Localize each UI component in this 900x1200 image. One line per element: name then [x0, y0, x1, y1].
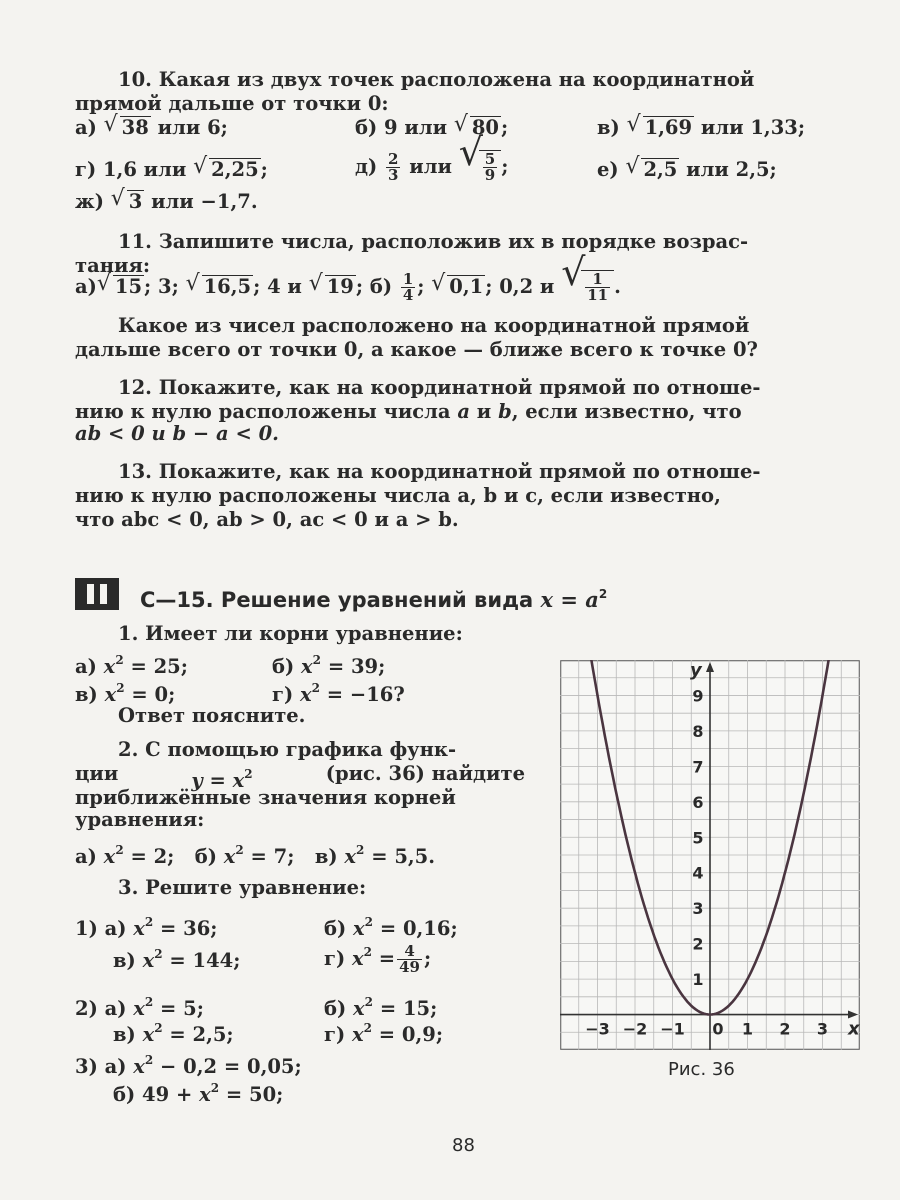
task10-zh: ж) √ 3 или −1,7.	[75, 190, 258, 214]
x-tick-label: −2	[622, 1019, 648, 1039]
p1-g: г) $x^2 = -16$?	[272, 681, 405, 706]
task10-d: д) $\frac{2}{3}$ или √ $\frac{5}{9}$ ;	[355, 150, 508, 183]
p1-explain: Ответ поясните.	[118, 704, 306, 727]
task13-line1: 13. Покажите, как на координатной прямой по отноше-	[118, 460, 761, 483]
y-tick-label: 4	[692, 863, 704, 883]
p3-row4b: г) $x^2 = 0,9$;	[324, 1021, 444, 1046]
p3-row1a: 1) а) $x^2 = 36$;	[75, 915, 218, 940]
x-tick-label: −3	[585, 1019, 610, 1039]
task11-line1: 11. Запишите числа, расположив их в порядке возрас-	[118, 230, 749, 253]
figure-caption: Рис. 36	[668, 1059, 735, 1080]
task11-line2: тания:	[75, 254, 151, 277]
task12-line2: нию к нулю расположены числа a и b, если известно, что	[75, 400, 742, 423]
task11-question-line2: дальше всего от точки 0, а какое — ближе всего к точке 0?	[75, 338, 758, 361]
p1-head: 1. Имеет ли корни уравнение:	[118, 622, 463, 645]
p1-b: б) $x^2 = 39$;	[272, 653, 386, 678]
task11-numbers: а)√ 15 ; 3; √ 16,5 ; 4 и √ 19 ; б) $\frac{1}{4}$ ; √ 0,1 ; 0,2 и √ $\frac{1}{11}$ .	[75, 270, 621, 303]
x-axis-label: x	[848, 1018, 860, 1040]
section-title: С—15. Решение уравнений вида $x = a^2$	[140, 587, 608, 612]
x-tick-label: 0	[712, 1019, 724, 1039]
p2-line2: ции $y = x^2$ (рис. 36) найдите	[75, 762, 525, 792]
p3-row2a: в) $x^2 = 144$;	[113, 947, 241, 972]
p3-head: 3. Решите уравнение:	[118, 876, 367, 899]
y-tick-label: 7	[692, 757, 704, 777]
p3-row5: 3) а) $x^2 - 0,2 = 0,05$;	[75, 1053, 302, 1078]
p3-row6: б) $49 + x^2 = 50$;	[113, 1081, 284, 1106]
section-badge-icon	[75, 578, 119, 610]
task13-line2: нию к нулю расположены числа a, b и c, если известно,	[75, 484, 721, 507]
task12-line3: ab < 0 и b − a < 0.	[75, 422, 279, 445]
p2-line4: уравнения:	[75, 808, 205, 831]
task10-e: е) √ 2,5 или 2,5;	[597, 158, 777, 182]
p3-row4a: в) $x^2 = 2,5$;	[113, 1021, 234, 1046]
y-axis-label: y	[690, 660, 702, 681]
page-number: 88	[452, 1135, 475, 1156]
p3-row3b: б) $x^2 = 15$;	[324, 995, 438, 1020]
y-tick-label: 8	[692, 721, 704, 741]
y-tick-label: 3	[692, 899, 704, 919]
p3-row3a: 2) а) $x^2 = 5$;	[75, 995, 204, 1020]
p1-a: а) $x^2 = 25$;	[75, 653, 188, 678]
task10-g: г) 1,6 или √ 2,25 ;	[75, 158, 268, 182]
task13-line3: что abc < 0, ab > 0, ac < 0 и a > b.	[75, 508, 459, 531]
x-tick-label: 3	[816, 1019, 829, 1039]
p2-line1: 2. С помощью графика функ-	[118, 738, 457, 761]
y-tick-label: 1	[692, 970, 704, 990]
parabola-chart	[560, 660, 860, 1050]
task10-line2: прямой дальше от точки 0:	[75, 92, 389, 115]
x-tick-label: 2	[779, 1019, 791, 1039]
y-tick-label: 6	[692, 792, 704, 812]
p2-equations: а) $x^2 = 2$; б) $x^2 = 7$; в) $x^2 = 5,5$.	[75, 843, 436, 868]
x-tick-label: 1	[741, 1019, 754, 1039]
y-tick-label: 9	[692, 686, 704, 706]
task12-line1: 12. Покажите, как на координатной прямой по отноше-	[118, 376, 761, 399]
task10-v: в) √ 1,69 или 1,33;	[597, 116, 805, 140]
y-tick-label: 5	[692, 828, 704, 848]
task11-question-line1: Какое из чисел расположено на координатной прямой	[118, 314, 750, 337]
p1-v: в) $x^2 = 0$;	[75, 681, 176, 706]
task10-b: б) 9 или √ 80 ;	[355, 116, 508, 140]
x-tick-label: −1	[660, 1019, 685, 1039]
y-tick-label: 2	[692, 934, 704, 954]
task10-a: а) √ 38 или 6;	[75, 116, 228, 140]
p2-line3: приближённые значения корней	[75, 786, 456, 809]
p3-row2b: г) $x^2$ = $\frac{4}{49}$ ;	[324, 942, 432, 976]
p3-row1b: б) $x^2 = 0,16$;	[324, 915, 458, 940]
task10-line1: 10. Какая из двух точек расположена на координатной	[118, 68, 755, 91]
